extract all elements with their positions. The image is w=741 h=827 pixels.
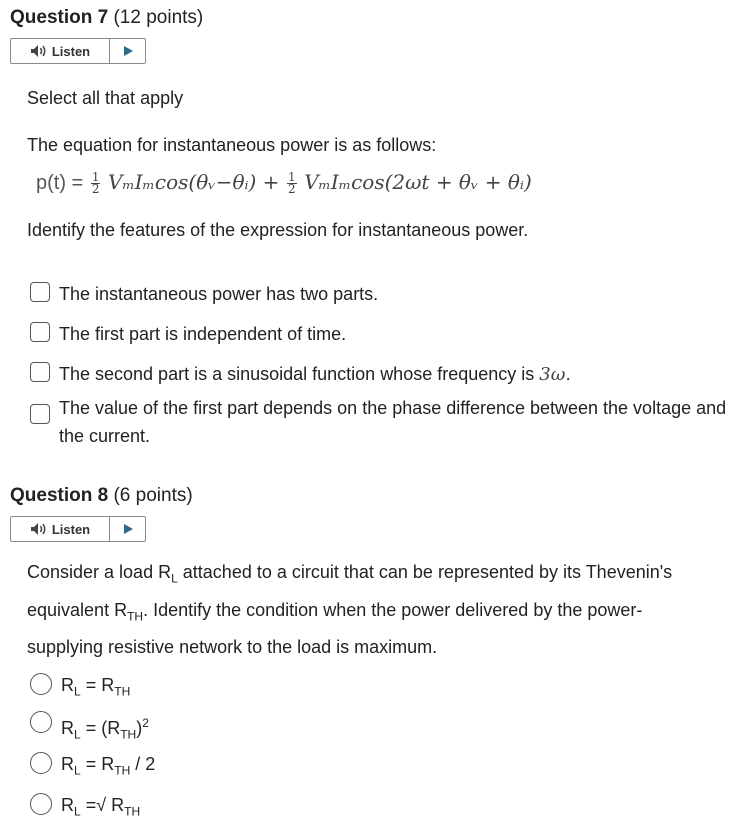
q8-option-2-label: $R_L = (R_{TH})^2$ xyxy=(61,716,149,742)
question-7-intro: The equation for instantaneous power is as follows: xyxy=(27,135,437,155)
question-8-header xyxy=(10,485,193,507)
question-8-listen-widget xyxy=(10,516,146,542)
question-7-play-button[interactable] xyxy=(110,39,145,63)
speaker-icon xyxy=(30,522,48,536)
equation-term-2: VₘIₘcos(2ωt + θᵥ + θᵢ) xyxy=(304,170,532,194)
frequency-symbol: 3ω. xyxy=(539,364,572,385)
q7-option-1-label: The instantaneous power has two parts. xyxy=(59,284,379,304)
question-7-title: Question 7 xyxy=(10,7,109,28)
speaker-icon xyxy=(30,44,48,58)
q7-option-3[interactable] xyxy=(30,360,571,389)
question-7-listen-widget xyxy=(10,38,146,64)
question-7-points: (12 points) xyxy=(113,7,204,28)
q8-option-4-radio[interactable] xyxy=(30,793,52,815)
half-fraction-2: $\frac{1}{2}$ xyxy=(288,170,296,197)
q7-option-2-checkbox[interactable] xyxy=(30,322,50,342)
question-7-header xyxy=(10,7,203,29)
q8-option-4-label: $R_L$ =√ $R_{TH}$ xyxy=(61,795,141,819)
q8-option-1-label: $R_L = R_{TH}$ xyxy=(61,675,131,699)
q7-option-3-checkbox[interactable] xyxy=(30,362,50,382)
question-8-prompt: Consider a load $R_L$ attached to a circuit that can be represented by its Thevenin's equivalent $R_{TH}$. Identify the condition when the power delivered by the power- supplying resistive network to the load is maximum. xyxy=(27,562,673,658)
q8-option-1-radio[interactable] xyxy=(30,673,52,695)
q8-option-2-radio[interactable] xyxy=(30,711,52,733)
q7-option-2-label: The first part is independent of time. xyxy=(59,324,347,344)
q8-option-1[interactable] xyxy=(30,671,130,706)
q7-option-4-label: The value of the first part depends on the phase difference between the voltage and the current. xyxy=(59,398,727,446)
equation-lhs: p(t) = xyxy=(36,172,84,194)
question-8-title: Question 8 xyxy=(10,485,109,506)
power-equation xyxy=(36,170,532,195)
q7-option-2[interactable] xyxy=(30,320,346,348)
q8-option-2[interactable] xyxy=(30,709,149,749)
q7-option-1[interactable] xyxy=(30,280,378,308)
question-7-listen-button[interactable] xyxy=(11,39,110,63)
q8-option-3[interactable] xyxy=(30,750,155,785)
play-icon xyxy=(122,523,134,535)
question-7-prompt: Identify the features of the expression for instantaneous power. xyxy=(27,220,529,240)
q8-option-3-label: $R_L = R_{TH} / 2$ xyxy=(61,754,156,778)
q7-option-4-checkbox[interactable] xyxy=(30,404,50,424)
q7-option-1-checkbox[interactable] xyxy=(30,282,50,302)
question-7-instruction: Select all that apply xyxy=(27,88,184,108)
equation-term-1: VₘIₘcos(θᵥ−θᵢ) + xyxy=(108,170,280,194)
q7-option-3-label: The second part is a sinusoidal function whose frequency is 3ω. xyxy=(59,364,572,385)
listen-label: Listen xyxy=(51,43,91,59)
half-fraction-1: $\frac{1}{2}$ xyxy=(91,170,100,197)
q8-option-4[interactable] xyxy=(30,791,140,826)
question-8-points: (6 points) xyxy=(113,485,193,506)
listen-label: Listen xyxy=(51,521,91,537)
question-8-play-button[interactable] xyxy=(110,517,145,541)
play-icon xyxy=(122,45,134,57)
question-8-listen-button[interactable] xyxy=(11,517,110,541)
q7-option-4[interactable] xyxy=(30,394,730,450)
q8-option-3-radio[interactable] xyxy=(30,752,52,774)
